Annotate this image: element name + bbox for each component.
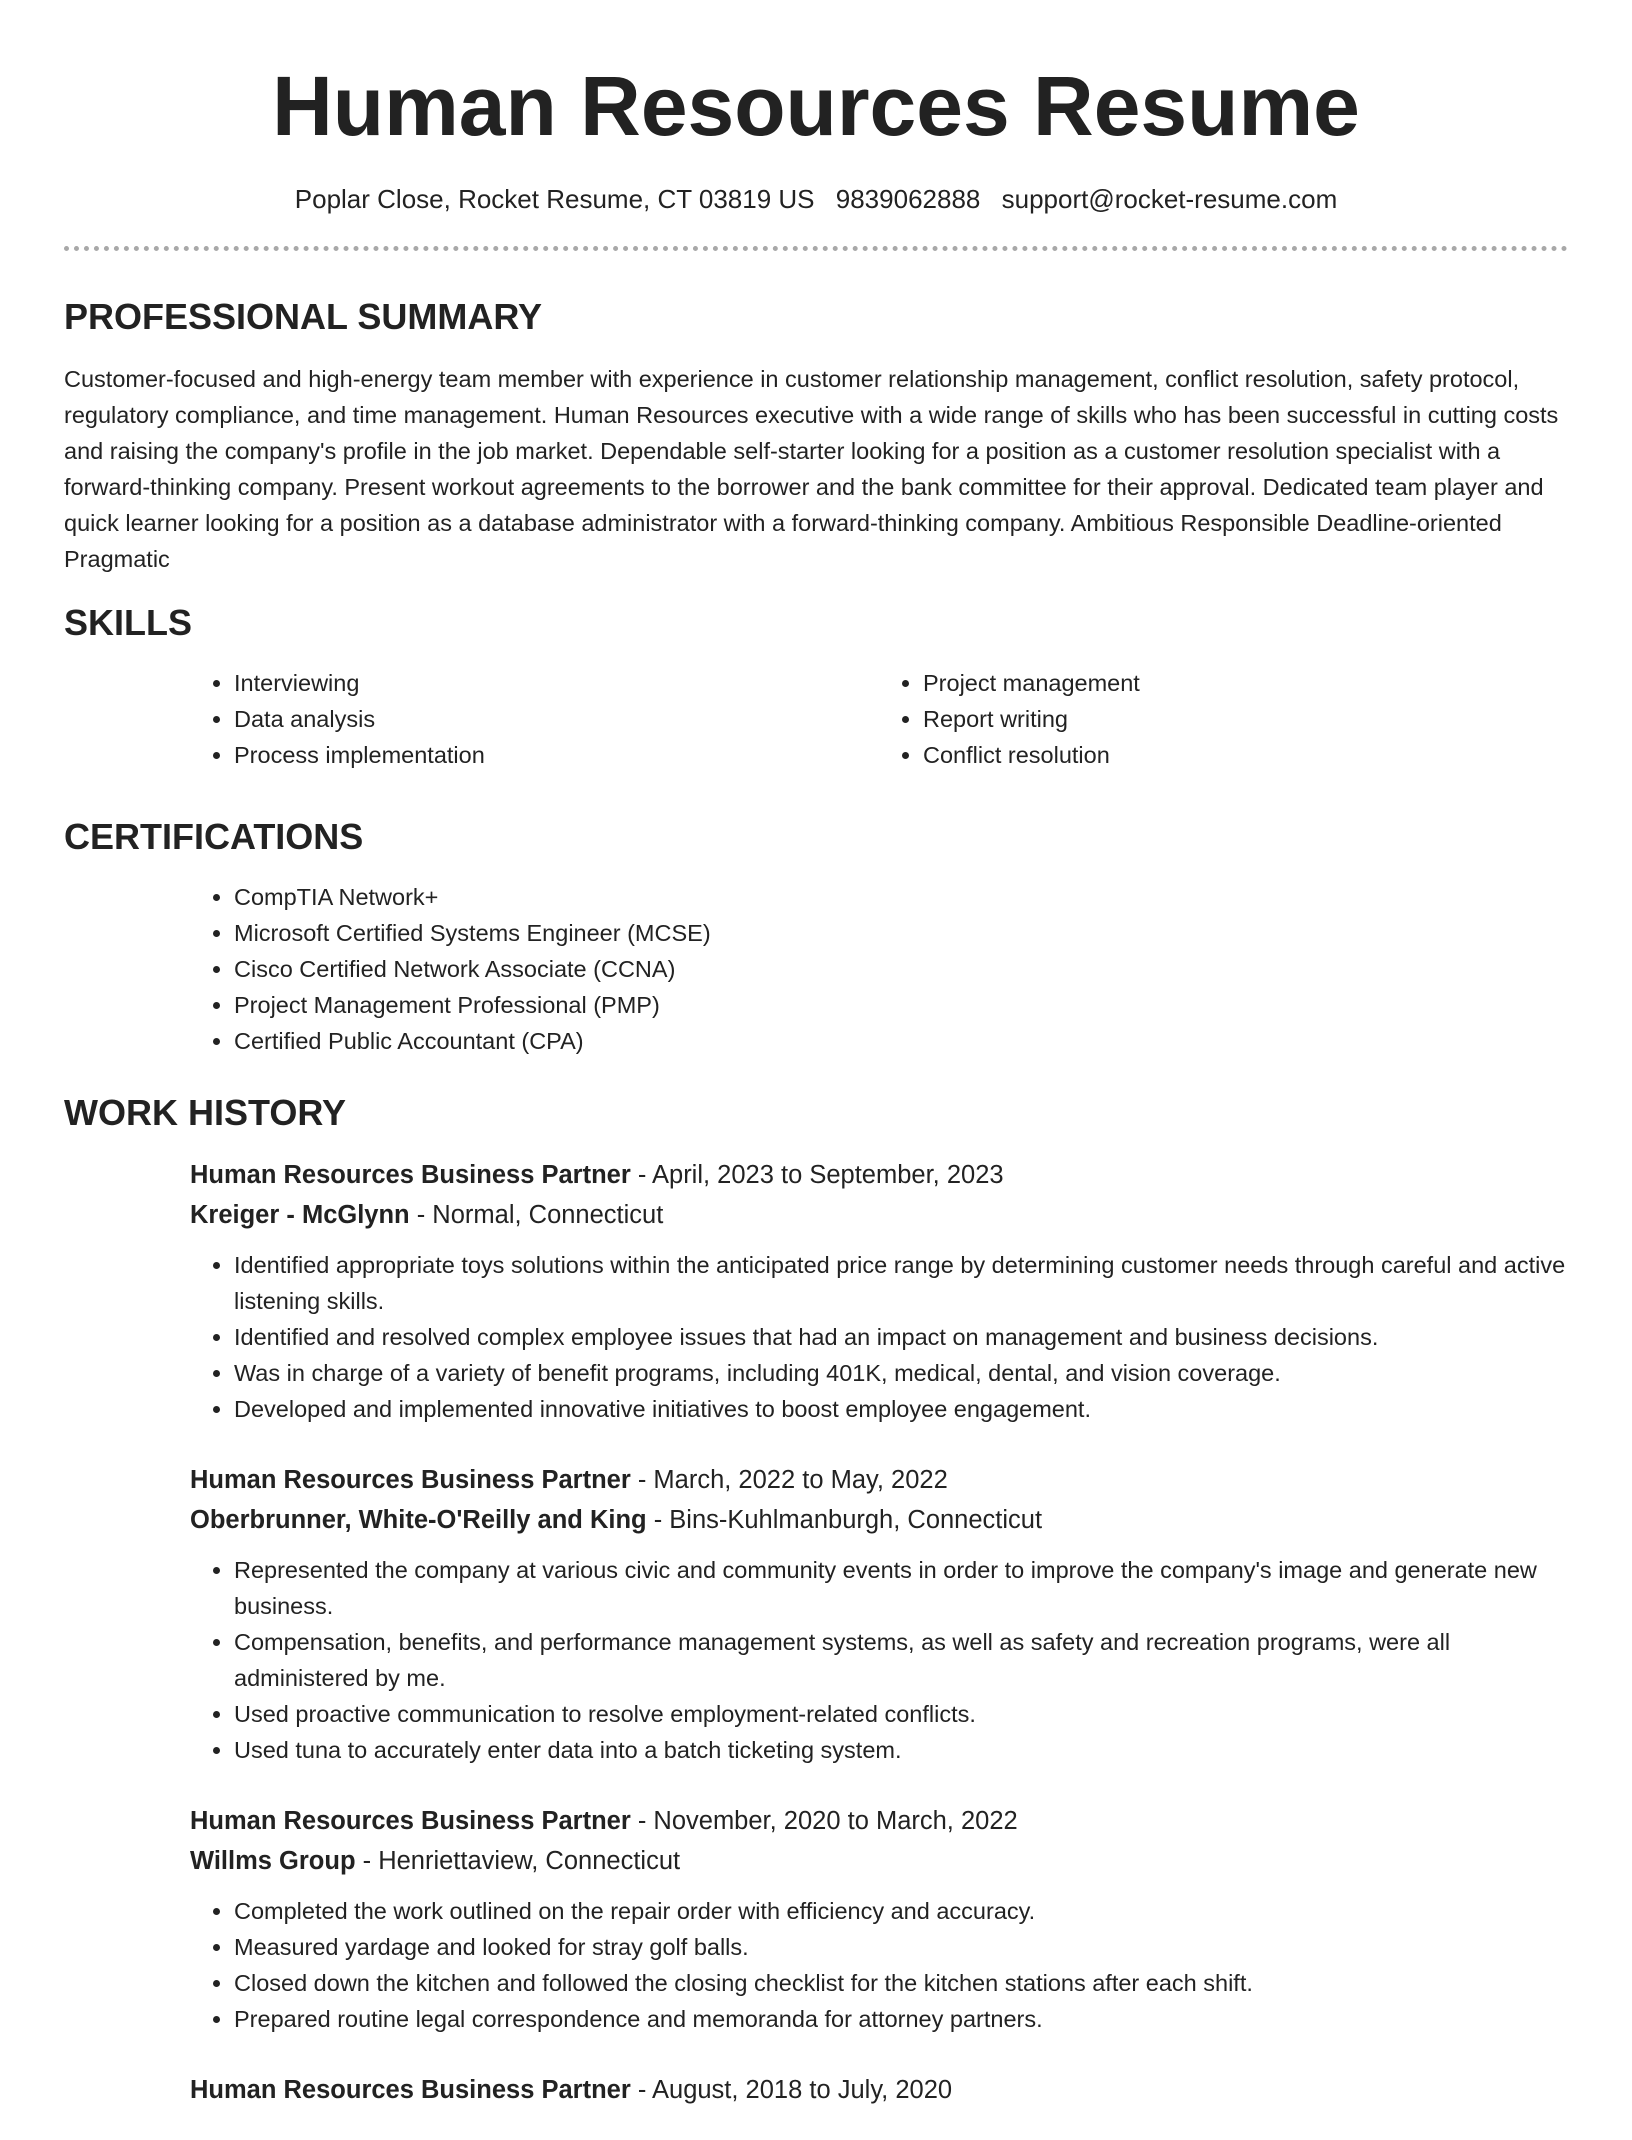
contact-email: support@rocket-resume.com: [1001, 184, 1338, 214]
certifications-list: [190, 879, 1568, 1059]
job-bullet: • Used tuna to accurately enter data into a batch ticketing system.: [234, 1732, 1568, 1768]
job-entry: [190, 2070, 1568, 2110]
job-bullets: [190, 1552, 1568, 1768]
job-location: - Henriettaview, Connecticut: [355, 1847, 681, 1875]
skills-section: [64, 601, 1568, 773]
skill-item: • Data analysis: [234, 701, 879, 737]
job-company-line: [190, 1500, 1568, 1540]
skills-grid: [190, 665, 1568, 773]
job-bullet: • Identified appropriate toys solutions within the anticipated price range by determining customer needs through careful and active listening skills.: [234, 1247, 1568, 1319]
certification-item: • Cisco Certified Network Associate (CCNA): [234, 951, 1568, 987]
job-company-line: [190, 1195, 1568, 1235]
skill-item: • Conflict resolution: [923, 737, 1568, 773]
job-dates: - March, 2022 to May, 2022: [630, 1466, 948, 1494]
work-title: WORK HISTORY: [64, 1092, 347, 1133]
job-bullet: • Compensation, benefits, and performance management systems, as well as safety and recreation programs, were all administered by me.: [234, 1624, 1568, 1696]
skills-list-right: [879, 665, 1568, 773]
certifications-section: [64, 815, 1568, 1059]
summary-title: PROFESSIONAL SUMMARY: [64, 296, 543, 337]
job-location: - Bins-Kuhlmanburgh, Connecticut: [646, 1506, 1043, 1534]
job-title: Human Resources Business Partner: [190, 1466, 631, 1494]
job-title-line: [190, 1460, 1568, 1500]
skill-item: • Process implementation: [234, 737, 879, 773]
job-bullet: • Measured yardage and looked for stray golf balls.: [234, 1929, 1568, 1965]
job-bullet: • Prepared routine legal correspondence and memoranda for attorney partners.: [234, 2001, 1568, 2037]
resume-name: Human Resources Resume: [272, 59, 1360, 153]
job-list: [190, 1155, 1568, 2110]
job-bullet: • Was in charge of a variety of benefit programs, including 401K, medical, dental, and vision coverage.: [234, 1355, 1568, 1391]
job-bullet: • Completed the work outlined on the repair order with efficiency and accuracy.: [234, 1893, 1568, 1929]
job-entry: [190, 1801, 1568, 2037]
job-bullets: [190, 1247, 1568, 1427]
job-bullet: • Developed and implemented innovative initiatives to boost employee engagement.: [234, 1391, 1568, 1427]
job-location: - Normal, Connecticut: [409, 1201, 664, 1229]
job-entry: [190, 1155, 1568, 1427]
summary-section: [64, 295, 1568, 577]
job-title: Human Resources Business Partner: [190, 1807, 631, 1835]
job-company: Oberbrunner, White-O'Reilly and King: [190, 1506, 647, 1534]
skill-item: • Project management: [923, 665, 1568, 701]
job-title: Human Resources Business Partner: [190, 2076, 631, 2104]
job-bullet: • Identified and resolved complex employee issues that had an impact on management and business decisions.: [234, 1319, 1568, 1355]
job-bullet: • Closed down the kitchen and followed the closing checklist for the kitchen stations after each shift.: [234, 1965, 1568, 2001]
job-bullet: • Represented the company at various civic and community events in order to improve the company's image and generate new business.: [234, 1552, 1568, 1624]
work-section: [64, 1091, 1568, 2110]
skill-item: • Interviewing: [234, 665, 879, 701]
job-company: Kreiger - McGlynn: [190, 1201, 410, 1229]
contact-phone: 9839062888: [835, 184, 981, 214]
skills-list-left: [190, 665, 879, 773]
job-entry: [190, 1460, 1568, 1768]
job-dates: - April, 2023 to September, 2023: [630, 1161, 1004, 1189]
skills-title: SKILLS: [64, 602, 193, 643]
job-company-line: [190, 1841, 1568, 1881]
certification-item: • Certified Public Accountant (CPA): [234, 1023, 1568, 1059]
resume-page: [64, 0, 1568, 2140]
certification-item: • CompTIA Network+: [234, 879, 1568, 915]
certification-item: • Project Management Professional (PMP): [234, 987, 1568, 1023]
job-title-line: [190, 1155, 1568, 1195]
certification-item: • Microsoft Certified Systems Engineer (MCSE): [234, 915, 1568, 951]
contact-line: [64, 182, 1568, 216]
job-dates: - November, 2020 to March, 2022: [630, 1807, 1018, 1835]
contact-address: Poplar Close, Rocket Resume, CT 03819 US: [294, 184, 815, 214]
job-title: Human Resources Business Partner: [190, 1161, 631, 1189]
job-dates: - August, 2018 to July, 2020: [630, 2076, 953, 2104]
header-divider: [64, 246, 1568, 251]
job-company: Willms Group: [190, 1847, 356, 1875]
job-title-line: [190, 1801, 1568, 1841]
job-bullets: [190, 1893, 1568, 2037]
summary-text: Customer-focused and high-energy team member with experience in customer relationship management, conflict resolution, safety protocol, regulatory compliance, and time management. Human Resources executive with a wide range of skills who has been successful in cutting costs and raising the company's profile in the job market. Dependable self-starter looking for a position as a customer resolution specialist with a forward-thinking company. Present workout agreements to the borrower and the bank committee for their approval. Dedicated team player and quick learner looking for a position as a database administrator with a forward-thinking company. Ambitious Responsible Deadline-oriented Pragmatic: [64, 366, 1559, 572]
job-bullet: • Used proactive communication to resolve employment-related conflicts.: [234, 1696, 1568, 1732]
certifications-title: CERTIFICATIONS: [64, 816, 364, 857]
job-title-line: [190, 2070, 1568, 2110]
skill-item: • Report writing: [923, 701, 1568, 737]
